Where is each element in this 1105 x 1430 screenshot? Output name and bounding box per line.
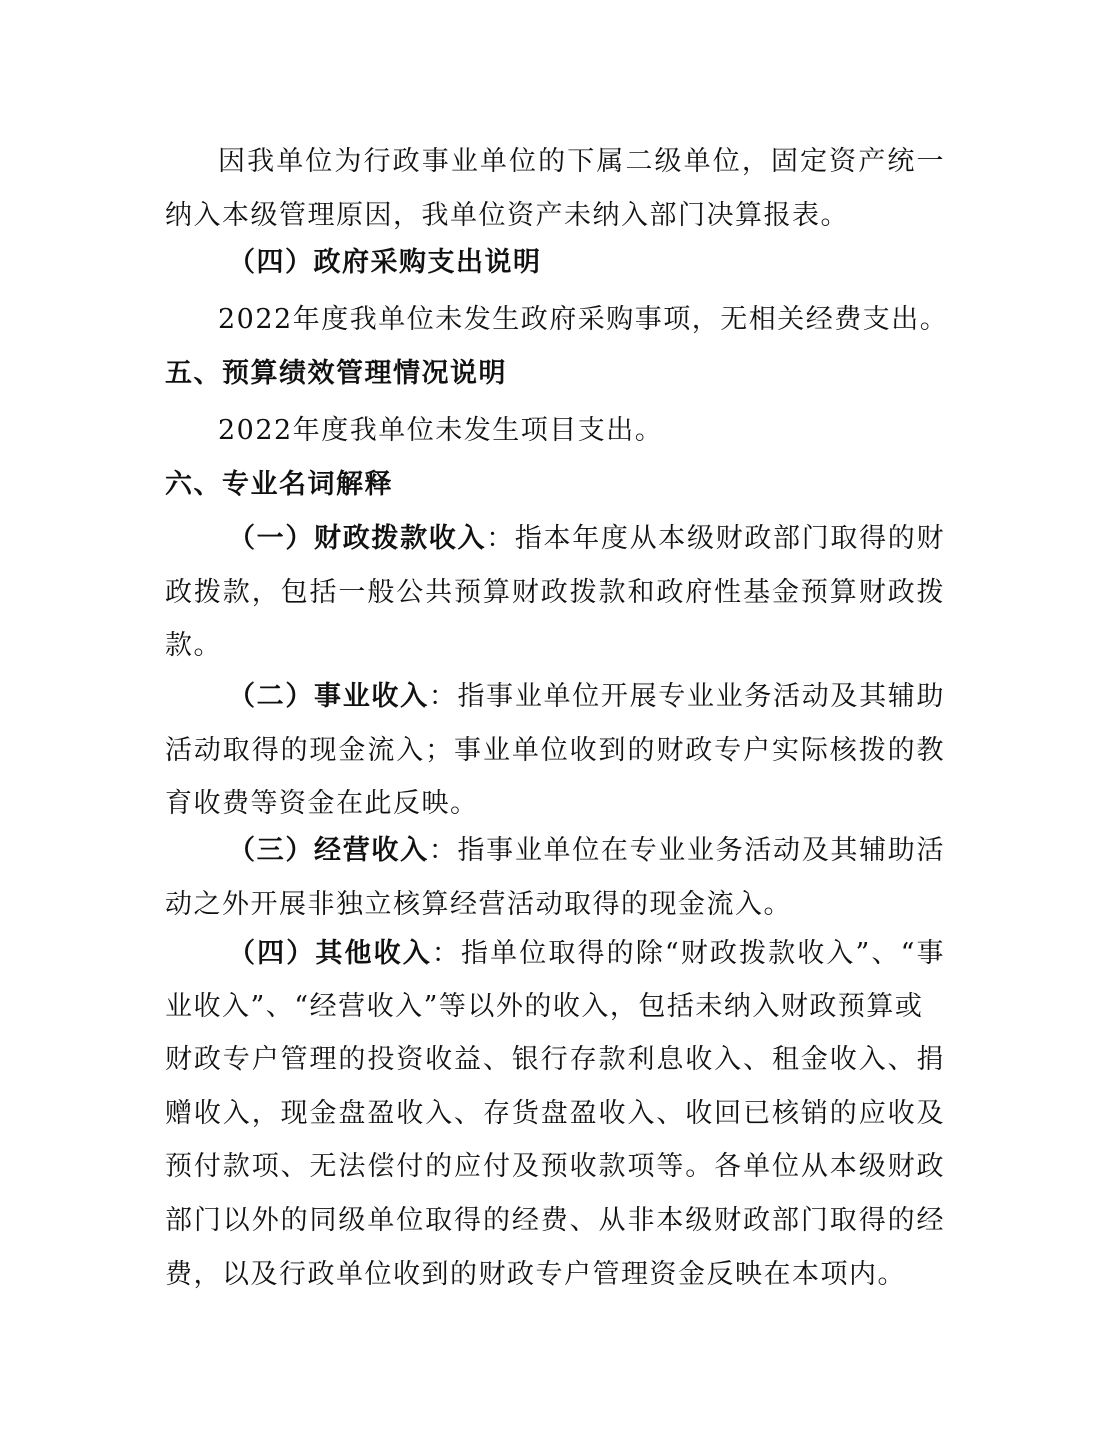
term-3-definition-start: ：指事业单位在专业业务活动及其辅助活 [428,835,945,866]
term-4-line-6: 部门以外的同级单位取得的经费、从非本级财政部门取得的经 [165,1205,945,1236]
term-4-line-5: 预付款项、无法偿付的应付及预收款项等。各单位从本级财政 [165,1151,945,1182]
term-1-line-3: 款。 [165,630,222,661]
term-2-line-2: 活动取得的现金流入；事业单位收到的财政专户实际核拨的教 [165,735,945,766]
fixed-assets-paragraph-line-1: 因我单位为行政事业单位的下属二级单位，固定资产统一 [218,146,945,177]
term-1-line-2: 政拨款，包括一般公共预算财政拨款和政府性基金预算财政拨 [165,577,945,608]
procurement-paragraph: 2022年度我单位未发生政府采购事项，无相关经费支出。 [218,304,949,335]
term-2-line-3: 育收费等资金在此反映。 [165,788,479,819]
term-1-line-1 [228,521,945,557]
term-4-line-2: 业收入”、“经营收入”等以外的收入，包括未纳入财政预算或 [165,991,924,1022]
term-4-line-3: 财政专户管理的投资收益、银行存款利息收入、租金收入、捐 [165,1044,945,1075]
section-5-heading: 五、预算绩效管理情况说明 [165,358,507,389]
fixed-assets-paragraph-line-2: 纳入本级管理原因，我单位资产未纳入部门决算报表。 [165,200,849,231]
term-2-definition-start: ：指事业单位开展专业业务活动及其辅助 [428,681,945,712]
term-4-line-7: 费，以及行政单位收到的财政专户管理资金反映在本项内。 [165,1259,906,1290]
term-4-line-4: 赠收入，现金盘盈收入、存货盘盈收入、收回已核销的应收及 [165,1098,945,1129]
term-4-definition-start: ：指单位取得的除“财政拨款收入”、“事 [431,938,946,969]
term-1-definition-start: ：指本年度从本级财政部门取得的财 [486,523,945,554]
term-2-line-1 [228,679,945,715]
section-6-heading: 六、专业名词解释 [165,469,393,500]
term-4-line-1 [228,936,945,972]
section-5-paragraph: 2022年度我单位未发生项目支出。 [218,415,664,446]
term-3-title: （三）经营收入 [228,835,429,866]
term-3-line-1 [228,833,945,869]
procurement-heading: （四）政府采购支出说明 [228,247,542,278]
term-4-title: （四）其他收入 [228,938,432,969]
term-2-title: （二）事业收入 [228,681,429,712]
term-1-title: （一）财政拨款收入 [228,523,487,554]
term-3-line-2: 动之外开展非独立核算经营活动取得的现金流入。 [165,889,792,920]
